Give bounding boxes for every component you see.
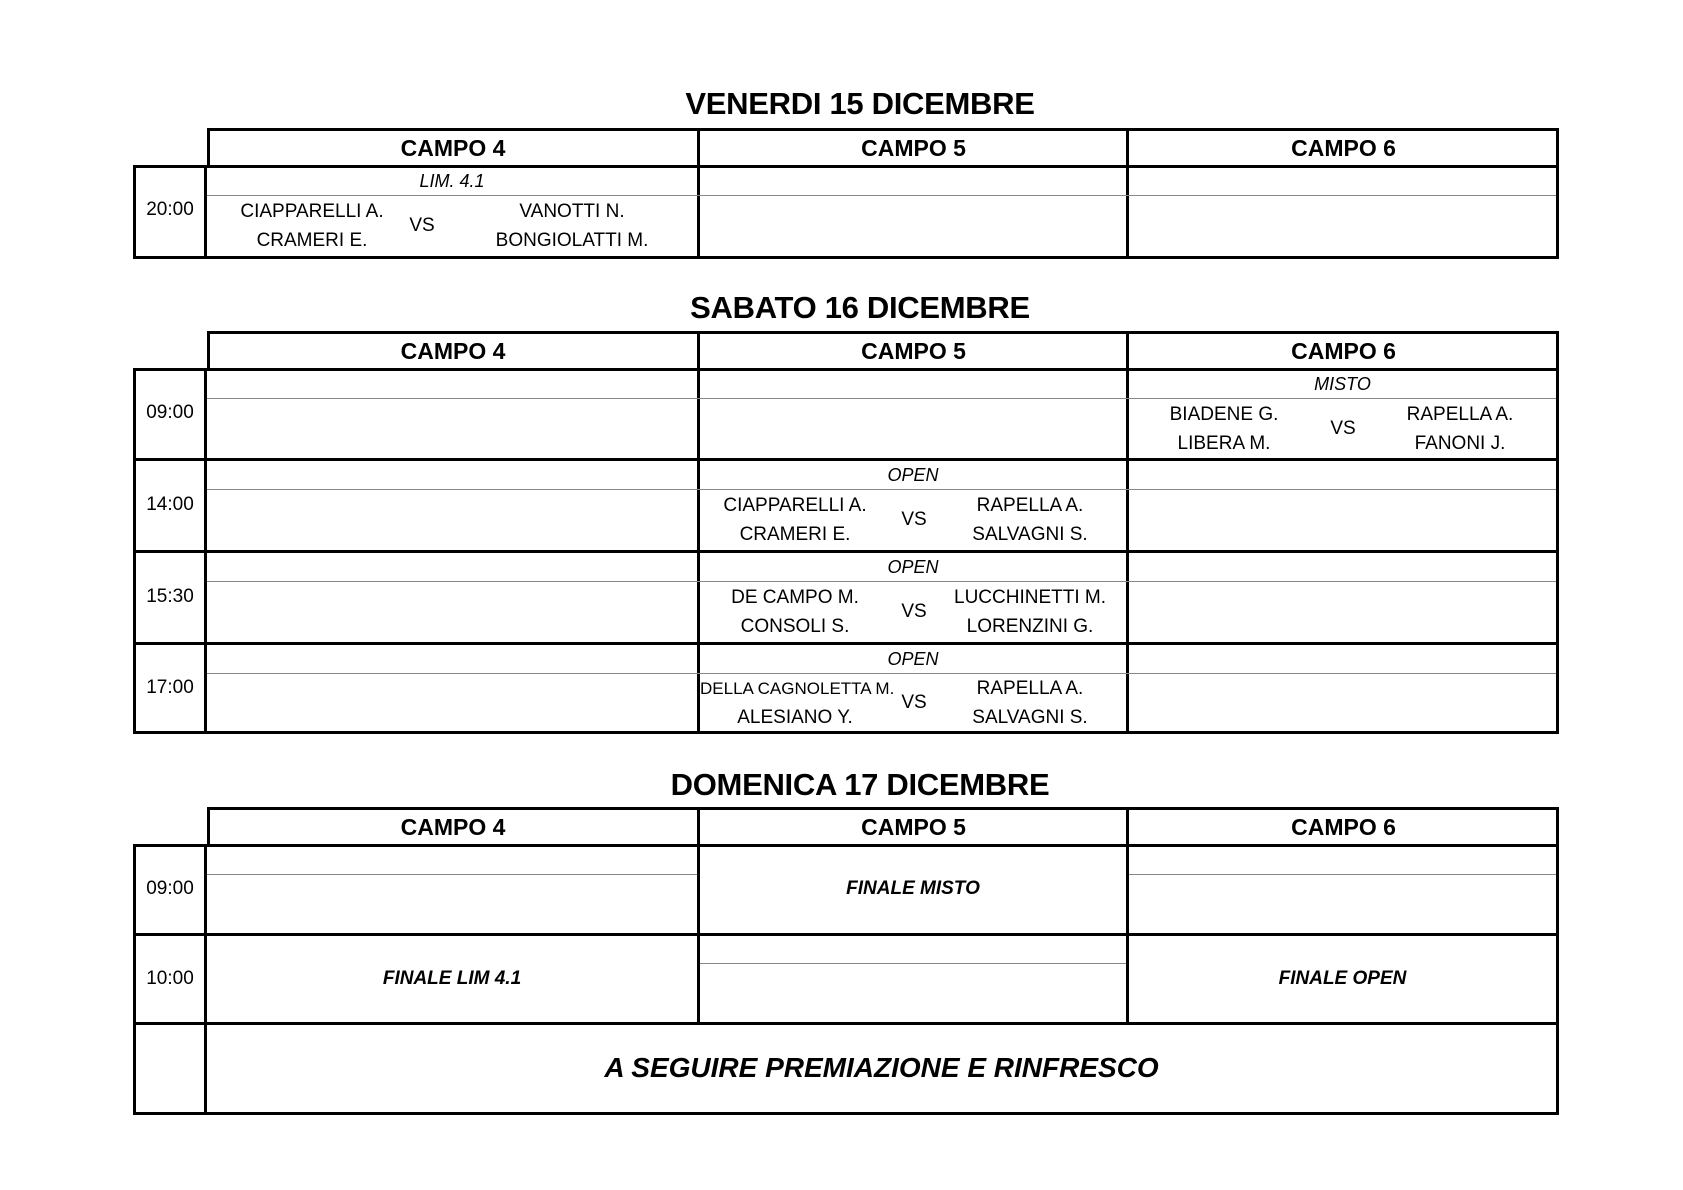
slot-time: 14:00 [146, 494, 194, 515]
team-right-player2: BONGIOLATTI M. [495, 230, 649, 251]
day-title: DOMENICA 17 DICEMBRE [670, 767, 1050, 802]
column-header-campo6: CAMPO 6 [1291, 338, 1396, 364]
vs-label: VS [901, 509, 927, 530]
team-left-player2: CRAMERI E. [739, 524, 851, 545]
team-left-player1: CIAPPARELLI A. [240, 201, 384, 222]
match-category: OPEN [887, 557, 939, 577]
slot-time: 10:00 [146, 968, 194, 989]
vs-label: VS [1330, 418, 1356, 439]
column-header-campo6: CAMPO 6 [1291, 135, 1396, 161]
team-left-player2: CRAMERI E. [256, 230, 368, 251]
column-header-campo5: CAMPO 5 [861, 135, 966, 161]
finale-label: FINALE OPEN [1278, 968, 1407, 989]
team-left-player1: CIAPPARELLI A. [723, 495, 867, 516]
slot-time: 17:00 [146, 677, 194, 698]
team-left-player2: ALESIANO Y. [737, 707, 853, 728]
vs-label: VS [409, 215, 435, 236]
team-left-player1: BIADENE G. [1169, 404, 1279, 425]
match-category: MISTO [1314, 374, 1371, 394]
match-category: OPEN [887, 649, 939, 669]
slot-time: 20:00 [146, 199, 194, 220]
column-header-campo4: CAMPO 4 [400, 814, 506, 840]
day-title: VENERDI 15 DICEMBRE [685, 86, 1035, 121]
team-right-player1: RAPELLA A. [1406, 404, 1514, 425]
team-left-player2: LIBERA M. [1177, 433, 1271, 454]
slot-time: 15:30 [146, 586, 194, 607]
team-left-player2: CONSOLI S. [740, 616, 850, 637]
vs-label: VS [901, 601, 927, 622]
team-left-player1: DE CAMPO M. [731, 587, 859, 608]
match-category: LIM. 4.1 [419, 171, 485, 191]
team-right-player2: FANONI J. [1414, 433, 1506, 454]
finale-label: FINALE MISTO [846, 878, 980, 899]
column-header-campo5: CAMPO 5 [861, 814, 966, 840]
column-header-campo4: CAMPO 4 [400, 338, 506, 364]
footer-note: A SEGUIRE PREMIAZIONE E RINFRESCO [604, 1052, 1159, 1083]
team-right-player1: LUCCHINETTI M. [954, 587, 1106, 608]
column-header-campo4: CAMPO 4 [400, 135, 506, 161]
team-right-player2: SALVAGNI S. [972, 707, 1088, 728]
finale-label: FINALE LIM 4.1 [382, 968, 522, 989]
slot-time: 09:00 [146, 878, 194, 899]
team-right-player1: VANOTTI N. [519, 201, 625, 222]
team-right-player1: RAPELLA A. [976, 678, 1084, 699]
team-left-player1: DELLA CAGNOLETTA M. [700, 679, 895, 698]
team-right-player2: SALVAGNI S. [972, 524, 1088, 545]
column-header-campo6: CAMPO 6 [1291, 814, 1396, 840]
day-title: SABATO 16 DICEMBRE [690, 290, 1030, 325]
team-right-player1: RAPELLA A. [976, 495, 1084, 516]
vs-label: VS [901, 692, 927, 713]
team-right-player2: LORENZINI G. [966, 616, 1094, 637]
slot-time: 09:00 [146, 402, 194, 423]
match-category: OPEN [887, 465, 939, 485]
column-header-campo5: CAMPO 5 [861, 338, 966, 364]
